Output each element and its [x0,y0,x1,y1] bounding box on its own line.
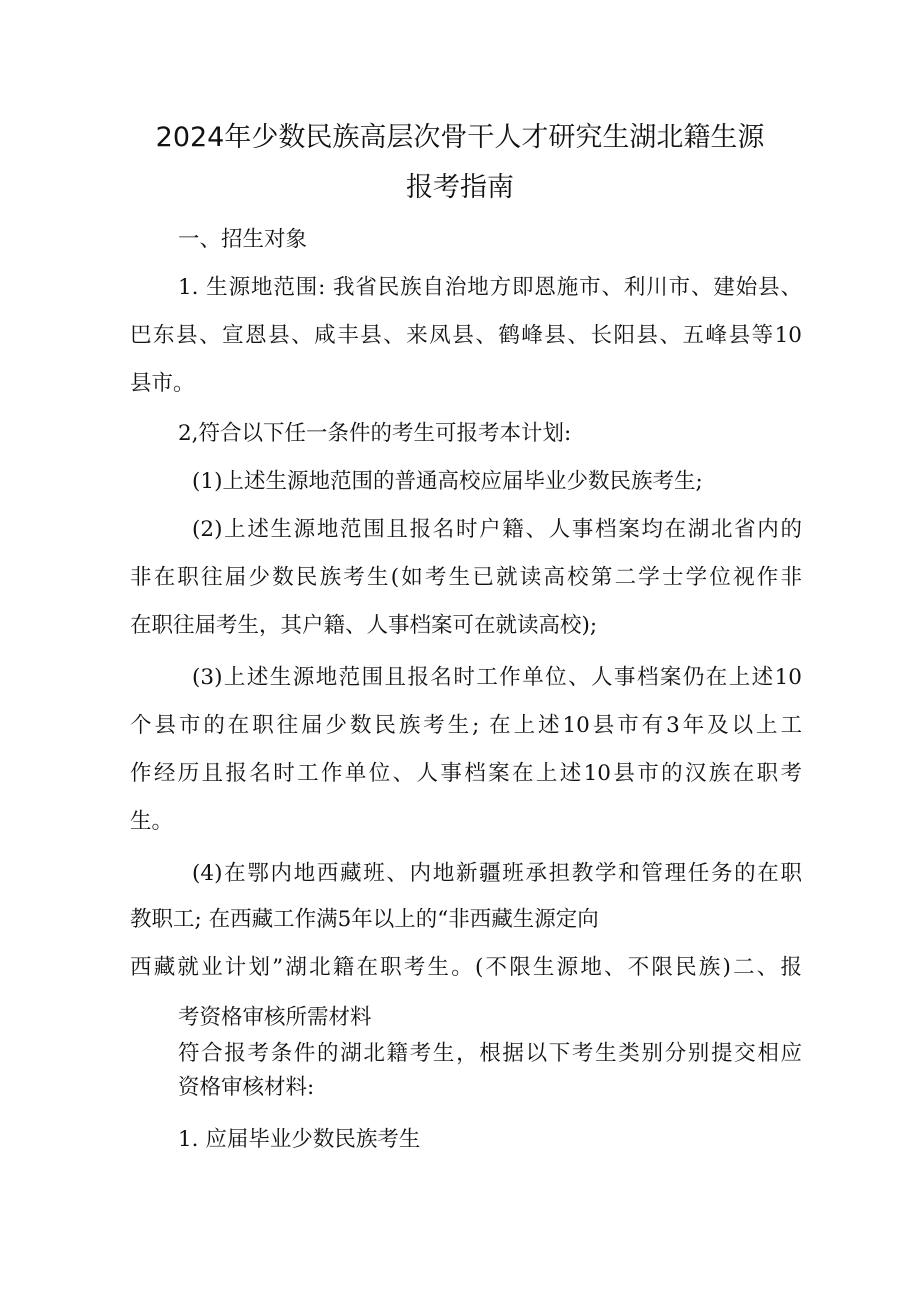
paragraph-line: 巴东县、宣恩县、咸丰县、来凤县、鹤峰县、长阳县、五峰县等10 [130,323,802,348]
paragraph-line: 西藏就业计划”湖北籍在职考生。(不限生源地、不限民族)二、报 [130,955,802,980]
section-heading-enrollment-targets: 一、招生对象 [178,227,308,252]
paragraph-line: 生。 [130,809,174,834]
paragraph-line: 1. 生源地范围: 我省民族自治地方即恩施市、利川市、建始县、 [178,275,802,300]
subsection-heading: 1. 应届毕业少数民族考生 [178,1127,421,1152]
paragraph-line: 资格审核材料: [178,1075,315,1100]
document-title-line-2: 报考指南 [406,172,514,203]
paragraph-line: 非在职往届少数民族考生(如考生已就读高校第二学士学位视作非 [130,565,802,590]
document-title-line-1: 2024年少数民族高层次骨干人才研究生湖北籍生源 [155,122,765,153]
paragraph-line: (4)在鄂内地西藏班、内地新疆班承担教学和管理任务的在职 [192,861,802,886]
paragraph-line: (3)上述生源地范围且报名时工作单位、人事档案仍在上述10 [192,665,802,690]
section-heading-materials: 考资格审核所需材料 [178,1005,372,1030]
paragraph-line: (1)上述生源地范围的普通高校应届毕业少数民族考生; [192,469,703,494]
paragraph-line: (2)上述生源地范围且报名时户籍、人事档案均在湖北省内的 [192,517,802,542]
paragraph-line: 2,符合以下任一条件的考生可报考本计划: [178,421,572,446]
paragraph-line: 符合报考条件的湖北籍考生，根据以下考生类别分别提交相应 [178,1041,802,1066]
paragraph-line: 个县市的在职往届少数民族考生; 在上述10县市有3年及以上工 [130,713,802,738]
paragraph-line: 在职往届考生，其户籍、人事档案可在就读高校); [130,613,598,638]
paragraph-line: 教职工; 在西藏工作满5年以上的“非西藏生源定向 [130,907,599,932]
paragraph-line: 县市。 [130,371,195,396]
paragraph-line: 作经历且报名时工作单位、人事档案在上述10县市的汉族在职考 [130,761,802,786]
